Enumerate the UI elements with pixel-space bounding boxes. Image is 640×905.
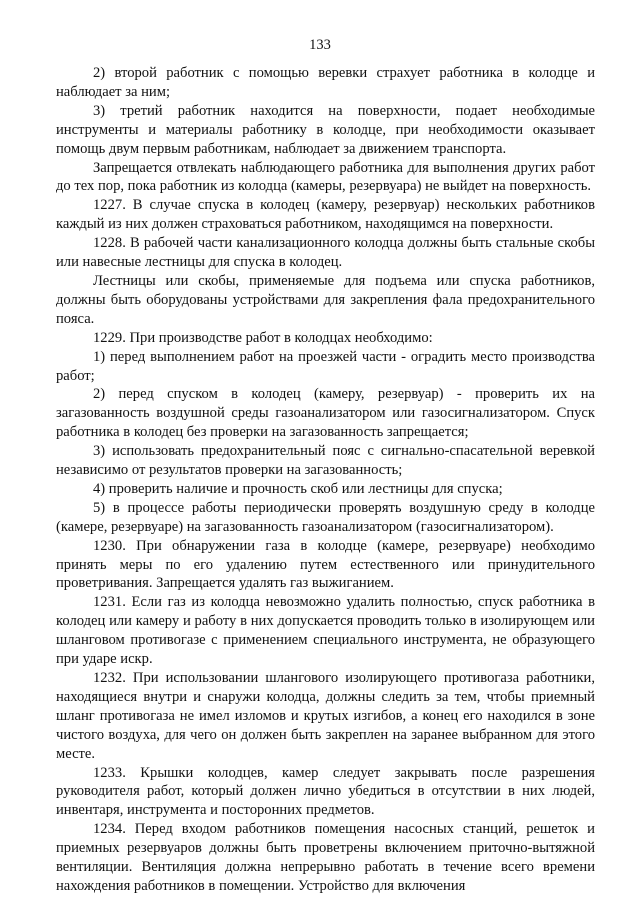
paragraph-1230: 1230. При обнаружении газа в колодце (камере, резервуаре) необходимо принять меры по его удалению путем естественного или принудительного проветривания. Запрещается удалять газ выжиганием. <box>56 537 595 592</box>
paragraph-distraction-prohibited: Запрещается отвлекать наблюдающего работника для выполнения других работ до тех пор, пока работник из колодца (камеры, резервуара) не выйдет на поверхность. <box>56 159 595 195</box>
paragraph-1229-item-2: 2) перед спуском в колодец (камеру, резервуар) - проверить их на загазованность воздушной среды газоанализатором или газосигнализатором. Спуск работника в колодец без проверки на загазованность запрещается; <box>56 386 595 441</box>
paragraph-worker-3-surface: 3) третий работник находится на поверхности, подает необходимые инструменты и материалы работнику в колодце, при необходимости оказывает помощь двум первым работникам, наблюдает за движением транспорта. <box>56 102 595 157</box>
paragraph-1231: 1231. Если газ из колодца невозможно удалить полностью, спуск работника в колодец или камеру и работу в них допускается проводить только в изолирующем или шланговом противогазе с применением специального инструмента, не образующего при ударе искр. <box>56 594 595 668</box>
paragraph-1228: 1228. В рабочей части канализационного колодца должны быть стальные скобы или навесные лестницы для спуска в колодец. <box>56 235 595 271</box>
paragraph-1229-item-5: 5) в процессе работы периодически проверять воздушную среду в колодце (камере, резервуаре) на загазованность газоанализатором (газосигнализатором). <box>56 499 595 535</box>
paragraph-1229-item-3: 3) использовать предохранительный пояс с сигнально-спасательной веревкой независимо от результатов проверки на загазованность; <box>56 443 595 479</box>
body-text <box>56 64 595 896</box>
paragraph-1234: 1234. Перед входом работников помещения насосных станций, решеток и приемных резервуаров должны быть проветрены включением приточно-вытяжной вентиляции. Вентиляция должна непрерывно работать в течение всего времени нахождения работников в помещении. Устройство для включения <box>56 821 595 894</box>
paragraph-1227: 1227. В случае спуска в колодец (камеру, резервуар) нескольких работников каждый из них должен страховаться работником, находящимся на поверхности. <box>56 197 595 233</box>
paragraph-1229: 1229. При производстве работ в колодцах необходимо: <box>93 329 433 346</box>
paragraph-1229-item-1: 1) перед выполнением работ на проезжей части - оградить место производства работ; <box>56 348 595 384</box>
paragraph-1232: 1232. При использовании шлангового изолирующего противогаза работники, находящиеся внутри и снаружи колодца, должны следить за тем, чтобы приемный шланг противогаза не имел изломов и крутых изгибов, а конец его находился в зоне чистого воздуха, для чего он должен быть закреплен на заранее выбранном для этого месте. <box>56 670 595 762</box>
page-number: 133 <box>309 37 331 53</box>
paragraph-worker-2-rope: 2) второй работник с помощью веревки страхует работника в колодце и наблюдает за ним; <box>56 65 595 100</box>
paragraph-1229-item-4: 4) проверить наличие и прочность скоб или лестницы для спуска; <box>93 480 503 497</box>
paragraph-ladders-equipment: Лестницы или скобы, применяемые для подъема или спуска работников, должны быть оборудованы устройствами для закрепления фала предохранительного пояса. <box>56 272 595 327</box>
paragraph-1233: 1233. Крышки колодцев, камер следует закрывать после разрешения руководителя работ, который должен лично убедиться в отсутствии в них людей, инвентаря, инструмента и посторонних предметов. <box>56 764 595 819</box>
